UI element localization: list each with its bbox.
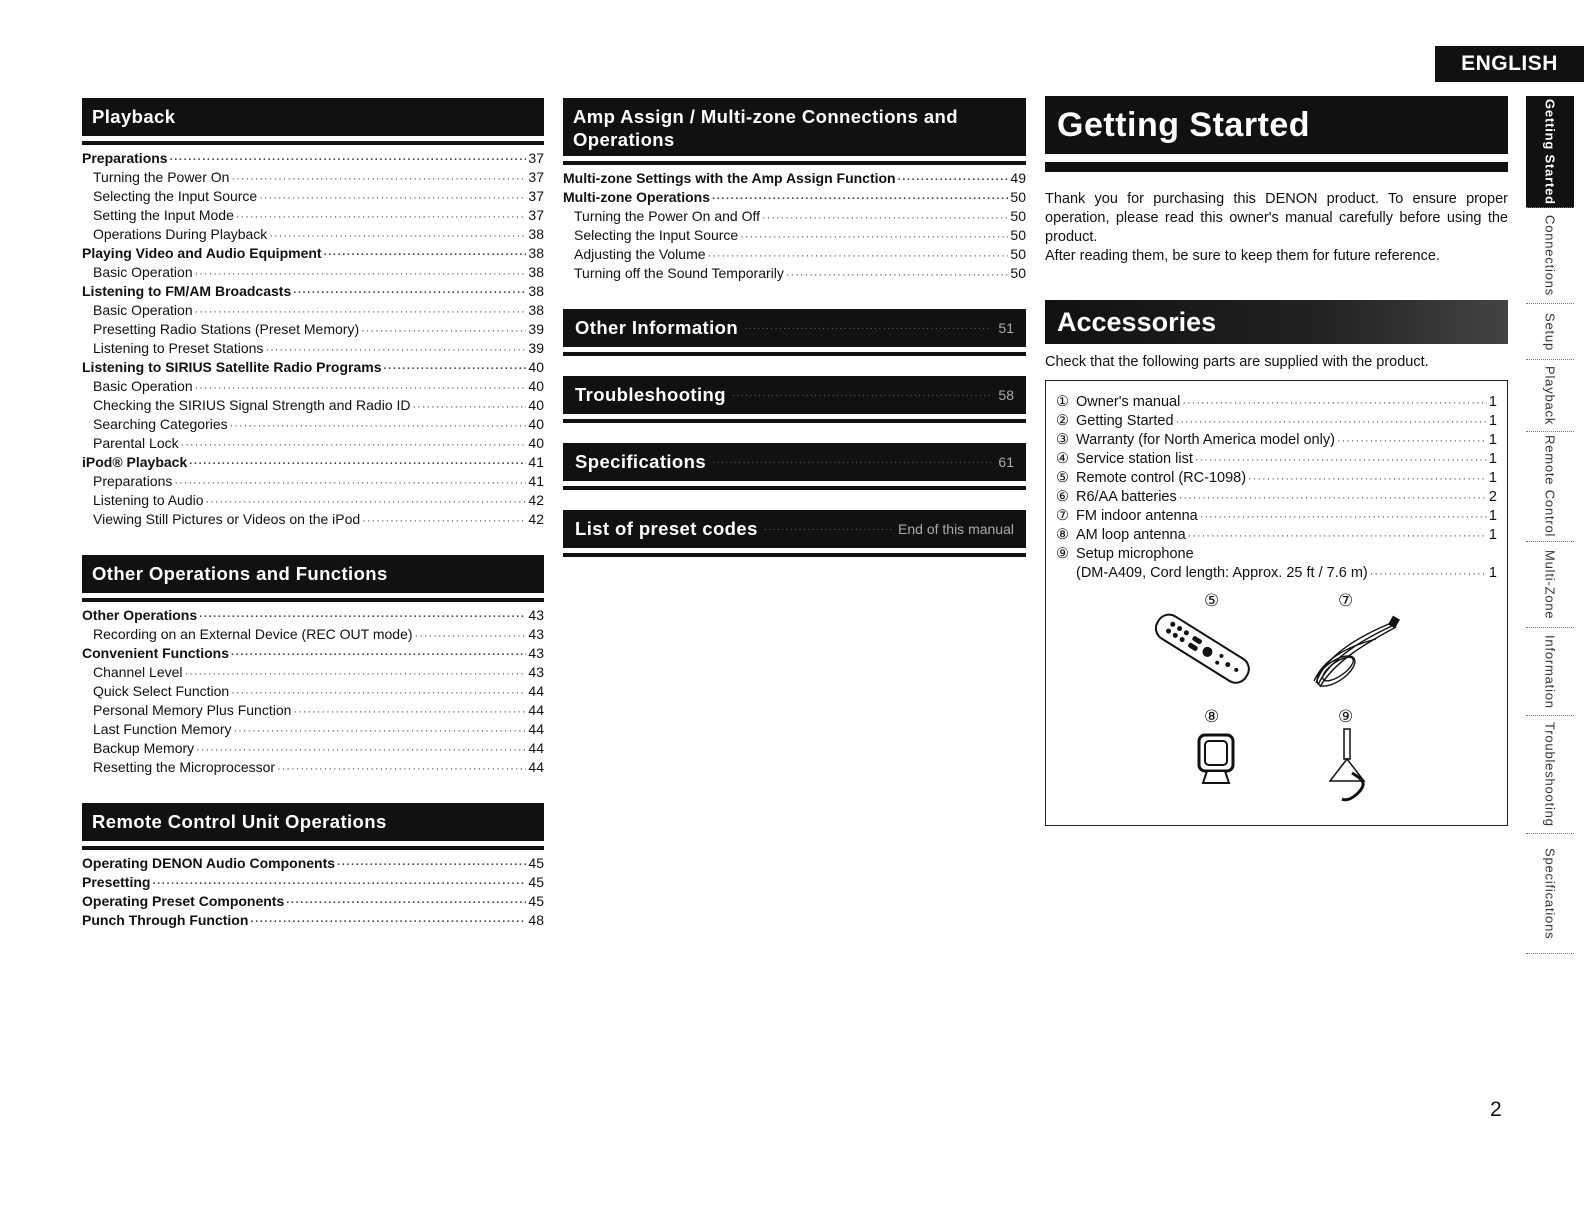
toc-entry [82, 472, 544, 491]
amp-assign-heading: Amp Assign / Multi-zone Connections and Operations [563, 98, 1026, 156]
toc-entry-label: Turning the Power On [93, 169, 230, 185]
toc-entry-label: Operations During Playback [93, 226, 268, 242]
toc-entry-page: 49 [1010, 170, 1026, 186]
other-ops-toc [82, 606, 544, 777]
leader-dots [762, 209, 1008, 228]
toc-entry-label: Turning off the Sound Temporarily [574, 265, 784, 281]
accessory-item [1056, 469, 1497, 488]
toc-entry-page: 43 [528, 664, 544, 680]
toc-entry-label: Adjusting the Volume [574, 246, 706, 262]
leader-dots [230, 417, 527, 436]
fm-antenna-image [1306, 613, 1406, 693]
side-tab-connections[interactable] [1526, 208, 1574, 304]
toc-entry-label: Quick Select Function [93, 683, 230, 699]
side-tab-label: Getting Started [1542, 98, 1558, 205]
leader-dots [744, 323, 992, 334]
toc-entry [82, 720, 544, 739]
toc-entry-page: 50 [1010, 265, 1026, 281]
leader-dots [234, 722, 527, 741]
leader-dots [712, 457, 992, 468]
toc-entry-label: Parental Lock [93, 435, 179, 451]
toc-entry [82, 339, 544, 358]
toc-entry-label: Selecting the Input Source [574, 227, 739, 243]
toc-entry-page: 38 [528, 264, 544, 280]
leader-dots [1200, 508, 1487, 527]
section-rule [563, 161, 1026, 165]
remote-ops-heading: Remote Control Unit Operations [82, 803, 544, 841]
toc-entry-label: Setting the Input Mode [93, 207, 234, 223]
toc-entry [82, 434, 544, 453]
toc-entry-label: Resetting the Microprocessor [93, 759, 276, 775]
leader-dots [259, 189, 526, 208]
getting-started-heading: Getting Started [1045, 96, 1508, 154]
section-banners [563, 309, 1026, 557]
language-badge: ENGLISH [1435, 46, 1584, 82]
leader-dots [413, 398, 527, 417]
toc-entry-label: Backup Memory [93, 740, 195, 756]
leader-dots [384, 360, 527, 379]
figure-label: ⑤ [1204, 591, 1220, 610]
toc-entry [82, 263, 544, 282]
intro-paragraph: Thank you for purchasing this DENON product. To ensure proper operation, please read this owner's manual carefully before using the product. [1045, 191, 1508, 245]
side-tab-label: Specifications [1542, 847, 1558, 940]
toc-entry [563, 264, 1026, 283]
leader-dots [293, 703, 526, 722]
leader-dots [361, 322, 526, 341]
accessory-illustrations [1056, 591, 1497, 811]
accessory-item [1056, 412, 1497, 431]
toc-column-left [82, 98, 544, 956]
toc-entry [82, 453, 544, 472]
leader-dots [1179, 489, 1487, 508]
toc-entry-label: Preparations [93, 473, 173, 489]
banner-page: 61 [998, 454, 1014, 470]
banner-page: 51 [998, 320, 1014, 336]
leader-dots [1248, 470, 1487, 489]
toc-entry [563, 188, 1026, 207]
toc-entry-page: 38 [528, 283, 544, 299]
toc-entry [82, 663, 544, 682]
section-banner [563, 309, 1026, 347]
accessory-label: AM loop antenna [1076, 527, 1186, 543]
side-tab-label: Connections [1542, 214, 1558, 297]
leader-dots [236, 208, 527, 227]
toc-entry [82, 149, 544, 168]
toc-entry-label: Basic Operation [93, 378, 193, 394]
side-tab-playback[interactable] [1526, 360, 1574, 432]
heading-rule [1045, 162, 1508, 172]
toc-entry-label: Personal Memory Plus Function [93, 702, 292, 718]
toc-entry-label: Convenient Functions [82, 645, 229, 661]
toc-entry-label: Listening to Audio [93, 492, 204, 508]
side-navigation-tabs [1526, 96, 1574, 954]
leader-dots [189, 455, 526, 474]
toc-entry [82, 358, 544, 377]
side-tab-setup[interactable] [1526, 304, 1574, 360]
leader-dots [181, 436, 527, 455]
leader-dots [185, 665, 527, 684]
toc-entry-page: 37 [528, 188, 544, 204]
toc-entry-page: 44 [528, 702, 544, 718]
accessory-qty: 1 [1488, 432, 1497, 448]
leader-dots [324, 246, 527, 265]
toc-entry [82, 625, 544, 644]
toc-entry-page: 43 [528, 626, 544, 642]
accessory-item [1056, 431, 1497, 450]
toc-entry-label: Listening to FM/AM Broadcasts [82, 283, 292, 299]
toc-entry [82, 510, 544, 529]
toc-entry-page: 45 [528, 874, 544, 890]
figure-label: ⑧ [1204, 707, 1220, 726]
side-tab-remote-control[interactable] [1526, 432, 1574, 542]
accessory-number: ④ [1056, 451, 1069, 467]
leader-dots [786, 266, 1009, 285]
banner-block [563, 443, 1026, 490]
toc-entry-label: Last Function Memory [93, 721, 232, 737]
toc-entry-page: 40 [528, 378, 544, 394]
banner-page: 58 [998, 387, 1014, 403]
accessory-qty: 1 [1488, 470, 1497, 486]
toc-entry-label: Operating DENON Audio Components [82, 855, 336, 871]
toc-entry-page: 40 [528, 416, 544, 432]
accessory-number: ⑦ [1056, 508, 1069, 524]
leader-dots [732, 390, 993, 401]
accessory-number: ⑨ [1056, 546, 1069, 562]
am-loop-antenna-image [1191, 729, 1241, 789]
banner-page: End of this manual [898, 521, 1014, 537]
toc-entry-page: 45 [528, 855, 544, 871]
toc-entry [82, 377, 544, 396]
toc-entry-page: 42 [528, 511, 544, 527]
intro-text [1045, 190, 1508, 266]
toc-entry-page: 40 [528, 359, 544, 375]
leader-dots [1195, 451, 1487, 470]
toc-entry-page: 44 [528, 759, 544, 775]
toc-entry-label: Other Operations [82, 607, 198, 623]
toc-entry [82, 491, 544, 510]
toc-entry-page: 41 [528, 473, 544, 489]
accessories-box [1045, 380, 1508, 826]
toc-entry-page: 40 [528, 397, 544, 413]
toc-entry [563, 245, 1026, 264]
toc-entry-page: 43 [528, 607, 544, 623]
remote-ops-toc [82, 854, 544, 930]
toc-entry-page: 40 [528, 435, 544, 451]
toc-entry-page: 50 [1010, 246, 1026, 262]
leader-dots [286, 894, 526, 913]
leader-dots [1182, 394, 1487, 413]
accessory-item [1056, 488, 1497, 507]
accessory-label: Setup microphone [1076, 546, 1194, 562]
side-tab-label: Information [1542, 634, 1558, 709]
toc-entry [82, 320, 544, 339]
toc-entry [82, 911, 544, 930]
accessories-heading: Accessories [1045, 300, 1508, 344]
banner-title: List of preset codes [575, 518, 758, 539]
toc-entry [82, 606, 544, 625]
side-tab-information[interactable] [1526, 628, 1574, 716]
leader-dots [415, 627, 527, 646]
banner-title: Troubleshooting [575, 384, 726, 405]
toc-entry [82, 396, 544, 415]
toc-entry-page: 37 [528, 207, 544, 223]
getting-started-column [1045, 96, 1508, 826]
leader-dots [231, 646, 526, 665]
other-ops-heading: Other Operations and Functions [82, 555, 544, 593]
accessory-qty: 1 [1488, 394, 1497, 410]
toc-entry-page: 37 [528, 169, 544, 185]
accessory-label: Getting Started [1076, 413, 1174, 429]
accessory-label: Service station list [1076, 451, 1193, 467]
intro-paragraph: After reading them, be sure to keep them for future reference. [1045, 248, 1440, 264]
accessory-item [1056, 450, 1497, 469]
toc-entry-page: 44 [528, 721, 544, 737]
accessory-number: ⑥ [1056, 489, 1069, 505]
leader-dots [740, 228, 1008, 247]
toc-entry-page: 48 [528, 912, 544, 928]
leader-dots [362, 512, 526, 531]
leader-dots [337, 856, 526, 875]
figure-label: ⑨ [1338, 707, 1354, 726]
side-tab-label: Remote Control [1542, 435, 1558, 538]
amp-assign-toc [563, 169, 1026, 283]
toc-entry-page: 41 [528, 454, 544, 470]
toc-entry-label: iPod® Playback [82, 454, 188, 470]
leader-dots [898, 171, 1009, 190]
toc-entry-label: Operating Preset Components [82, 893, 285, 909]
side-tab-label: Setup [1542, 312, 1558, 351]
toc-entry [82, 892, 544, 911]
side-tab-multi-zone[interactable] [1526, 542, 1574, 628]
other-ops-section [82, 555, 544, 777]
section-banner [563, 510, 1026, 548]
accessory-label: R6/AA batteries [1076, 489, 1177, 505]
toc-entry-label: Viewing Still Pictures or Videos on the iPod [93, 511, 361, 527]
toc-entry-label: Preparations [82, 150, 168, 166]
toc-entry [82, 282, 544, 301]
accessory-item [1056, 526, 1497, 545]
toc-entry [82, 854, 544, 873]
banner-title: Other Information [575, 317, 739, 338]
section-rule [82, 846, 544, 850]
toc-entry-page: 37 [528, 150, 544, 166]
playback-heading: Playback [82, 98, 544, 136]
toc-entry-page: 45 [528, 893, 544, 909]
side-tab-label: Troubleshooting [1542, 722, 1558, 827]
accessory-number: ② [1056, 413, 1069, 429]
section-rule [563, 486, 1026, 490]
toc-entry-label: Multi-zone Operations [563, 189, 710, 205]
toc-entry-page: 38 [528, 226, 544, 242]
page-number: 2 [1490, 1098, 1502, 1121]
toc-entry-page: 39 [528, 340, 544, 356]
toc-entry-label: Turning the Power On and Off [574, 208, 760, 224]
accessory-item [1056, 545, 1497, 564]
toc-entry-label: Channel Level [93, 664, 183, 680]
toc-entry-page: 50 [1010, 189, 1026, 205]
toc-entry-page: 50 [1010, 227, 1026, 243]
remote-ops-section [82, 803, 544, 930]
toc-entry [82, 187, 544, 206]
accessory-number: ③ [1056, 432, 1069, 448]
side-tab-troubleshooting[interactable] [1526, 716, 1574, 834]
setup-microphone-image [1318, 723, 1378, 803]
section-rule [82, 141, 544, 145]
section-rule [563, 553, 1026, 557]
accessory-number: ① [1056, 394, 1069, 410]
accessory-label: FM indoor antenna [1076, 508, 1198, 524]
toc-entry-label: Multi-zone Settings with the Amp Assign Function [563, 170, 896, 186]
toc-entry-label: Listening to SIRIUS Satellite Radio Programs [82, 359, 382, 375]
toc-entry-label: Presetting Radio Stations (Preset Memory) [93, 321, 360, 337]
toc-entry-label: Recording on an External Device (REC OUT mode) [93, 626, 413, 642]
toc-entry-label: Playing Video and Audio Equipment [82, 245, 322, 261]
toc-entry-label: Basic Operation [93, 302, 193, 318]
accessory-qty: 1 [1488, 413, 1497, 429]
toc-entry [82, 739, 544, 758]
toc-entry-page: 38 [528, 245, 544, 261]
accessory-qty: 1 [1488, 527, 1497, 543]
leader-dots [1337, 432, 1487, 451]
leader-dots [174, 474, 526, 493]
toc-entry [82, 415, 544, 434]
toc-entry-label: Listening to Preset Stations [93, 340, 264, 356]
section-rule [82, 598, 544, 602]
toc-entry [563, 169, 1026, 188]
side-tab-label: Playback [1542, 365, 1558, 426]
side-tab-label: Multi-Zone [1542, 549, 1558, 620]
amp-assign-section [563, 98, 1026, 283]
accessories-list [1056, 393, 1497, 545]
accessories-subtitle: Check that the following parts are supplied with the product. [1045, 354, 1429, 370]
accessory-qty: 1 [1488, 508, 1497, 524]
toc-entry [82, 701, 544, 720]
toc-entry [82, 682, 544, 701]
toc-entry [82, 168, 544, 187]
accessory-qty: 2 [1488, 489, 1497, 505]
leader-dots [277, 760, 526, 779]
toc-entry [82, 644, 544, 663]
section-banner [563, 376, 1026, 414]
toc-entry-label: Checking the SIRIUS Signal Strength and Radio ID [93, 397, 411, 413]
banner-block [563, 376, 1026, 423]
toc-entry [563, 226, 1026, 245]
toc-entry-page: 39 [528, 321, 544, 337]
leader-dots [231, 170, 526, 189]
toc-entry-page: 44 [528, 683, 544, 699]
toc-entry-label: Searching Categories [93, 416, 228, 432]
leader-dots [1176, 413, 1487, 432]
toc-entry [82, 244, 544, 263]
leader-dots [764, 524, 892, 535]
toc-entry [82, 225, 544, 244]
accessory-number: ⑧ [1056, 527, 1069, 543]
leader-dots [1370, 565, 1487, 584]
toc-entry [82, 758, 544, 777]
accessory-qty: 1 [1488, 451, 1497, 467]
accessory-qty: 1 [1488, 565, 1497, 581]
toc-entry [563, 207, 1026, 226]
toc-entry-label: Basic Operation [93, 264, 193, 280]
section-rule [563, 419, 1026, 423]
banner-title: Specifications [575, 451, 707, 472]
accessory-detail: (DM-A409, Cord length: Approx. 25 ft / 7.6 m) [1076, 565, 1368, 581]
toc-entry-label: Presetting [82, 874, 151, 890]
accessory-label: Warranty (for North America model only) [1076, 432, 1335, 448]
section-banner [563, 443, 1026, 481]
accessory-label: Owner's manual [1076, 394, 1181, 410]
toc-entry-page: 50 [1010, 208, 1026, 224]
side-tab-getting-started[interactable] [1526, 96, 1574, 208]
toc-entry-label: Selecting the Input Source [93, 188, 258, 204]
accessory-item [1056, 393, 1497, 412]
accessory-number: ⑤ [1056, 470, 1069, 486]
leader-dots [293, 284, 526, 303]
remote-control-image [1146, 613, 1256, 685]
toc-entry-label: Punch Through Function [82, 912, 249, 928]
figure-label: ⑦ [1338, 591, 1354, 610]
playback-section [82, 98, 544, 529]
toc-column-middle [563, 98, 1026, 557]
toc-entry [82, 206, 544, 225]
toc-entry-page: 43 [528, 645, 544, 661]
leader-dots [250, 913, 526, 932]
toc-entry-page: 42 [528, 492, 544, 508]
accessory-item-detail [1056, 564, 1497, 583]
section-rule [563, 352, 1026, 356]
toc-entry-page: 44 [528, 740, 544, 756]
banner-block [563, 309, 1026, 356]
leader-dots [1188, 527, 1487, 546]
toc-entry [82, 301, 544, 320]
side-tab-specifications[interactable] [1526, 834, 1574, 954]
toc-entry-page: 38 [528, 302, 544, 318]
toc-entry [82, 873, 544, 892]
accessory-label: Remote control (RC-1098) [1076, 470, 1247, 486]
playback-toc [82, 149, 544, 529]
banner-block [563, 510, 1026, 557]
accessory-item [1056, 507, 1497, 526]
